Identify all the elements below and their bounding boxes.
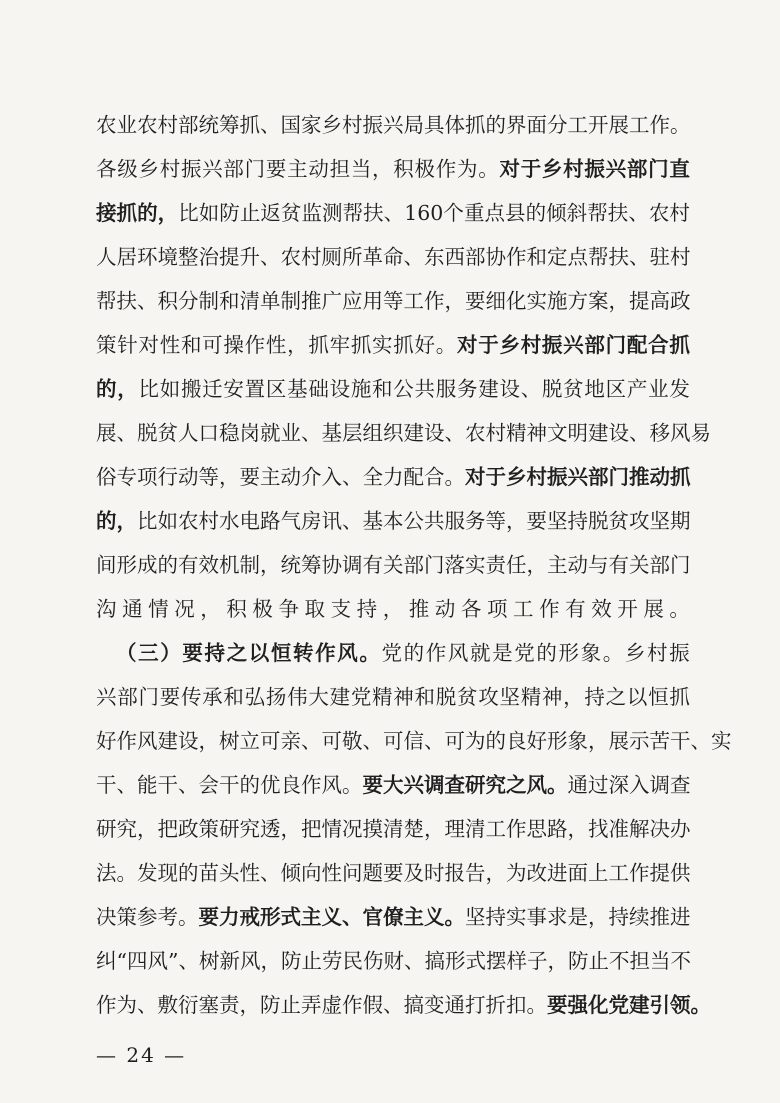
text-line: 各 级 乡 村 振 兴 部 门 要 主 动 担 当 ， 积 极 作 为 。 对 于 乡 村 振 兴 部 门 直 xyxy=(96,157,690,181)
text-line: 研 究 ， 把 政 策 研 究 透 ， 把 情 况 摸 清 楚 ， 理 清 工 作 思 路 ， 找 准 解 决 办 xyxy=(96,817,691,841)
text-line: 干 、 能 干 、 会 干 的 优 良 作 风 。 要 大 兴 调 查 研 究 之 风 。 通 过 深 入 调 查 xyxy=(96,773,691,797)
text-line: 兴 部 门 要 传 承 和 弘 扬 伟 大 建 党 精 神 和 脱 贫 攻 坚 精 神 ， 持 之 以 恒 抓 xyxy=(96,685,690,709)
text-line: 的 ， 比 如 农 村 水 电 路 气 房 讯 、 基 本 公 共 服 务 等 ， 要 坚 持 脱 贫 攻 坚 期 xyxy=(96,509,691,533)
text-line: 俗 专 项 行 动 等 ， 要 主 动 介 入 、 全 力 配 合 。 对 于 乡 村 振 兴 部 门 推 动 抓 xyxy=(96,465,691,489)
page-number: — 24 — xyxy=(96,1043,187,1067)
text-line: 帮 扶 、 积 分 制 和 清 单 制 推 广 应 用 等 工 作 ， 要 细 化 实 施 方 案 ， 提 高 政 xyxy=(96,289,691,313)
text-line: 人 居 环 境 整 治 提 升 、 农 村 厕 所 革 命 、 东 西 部 协 作 和 定 点 帮 扶 、 驻 村 xyxy=(96,245,691,269)
text-line: 沟 通 情 况 ， 积 极 争 取 支 持 ， 推 动 各 项 工 作 有 效 开 展 。 xyxy=(96,597,690,621)
text-line: 作 为 、 敷 衍 塞 责 ， 防 止 弄 虚 作 假 、 搞 变 通 打 折 扣 。 要 强 化 党 建 引 领 。 xyxy=(96,993,711,1017)
text-line: 的 ， 比 如 搬 迁 安 置 区 基 础 设 施 和 公 共 服 务 建 设 、 脱 贫 地 区 产 业 发 xyxy=(96,377,690,401)
text-line: 策 针 对 性 和 可 操 作 性 ， 抓 牢 抓 实 抓 好 。 对 于 乡 村 振 兴 部 门 配 合 抓 xyxy=(96,333,690,357)
text-line: 间 形 成 的 有 效 机 制 ， 统 筹 协 调 有 关 部 门 落 实 责 任 ， 主 动 与 有 关 部 门 xyxy=(96,553,691,577)
text-line: 法 。 发 现 的 苗 头 性 、 倾 向 性 问 题 要 及 时 报 告 ， 为 改 进 面 上 工 作 提 供 xyxy=(96,861,691,885)
text-line: （ 三 ） 要 持 之 以 恒 转 作 风 。 党 的 作 风 就 是 党 的 形 象 。 乡 村 振 xyxy=(116,641,690,665)
text-line: 决 策 参 考 。 要 力 戒 形 式 主 义 、 官 僚 主 义 。 坚 持 实 事 求 是 ， 持 续 推 进 xyxy=(96,905,691,929)
text-line: 好 作 风 建 设 ， 树 立 可 亲 、 可 敬 、 可 信 、 可 为 的 良 好 形 象 ， 展 示 苦 干 、 实 xyxy=(96,729,732,753)
text-line: 纠 “ 四 风 ” 、 树 新 风 ， 防 止 劳 民 伤 财 、 搞 形 式 摆 样 子 ， 防 止 不 担 当 不 xyxy=(96,949,691,973)
text-line: 展 、 脱 贫 人 口 稳 岗 就 业 、 基 层 组 织 建 设 、 农 村 精 神 文 明 建 设 、 移 风 易 xyxy=(96,421,711,445)
text-line: 农 业 农 村 部 统 筹 抓 、 国 家 乡 村 振 兴 局 具 体 抓 的 界 面 分 工 开 展 工 作 。 xyxy=(96,113,691,137)
text-line: 接 抓 的 ， 比 如 防 止 返 贫 监 测 帮 扶 、 160 个 重 点 县 的 倾 斜 帮 扶 、 农 村 xyxy=(96,201,690,225)
